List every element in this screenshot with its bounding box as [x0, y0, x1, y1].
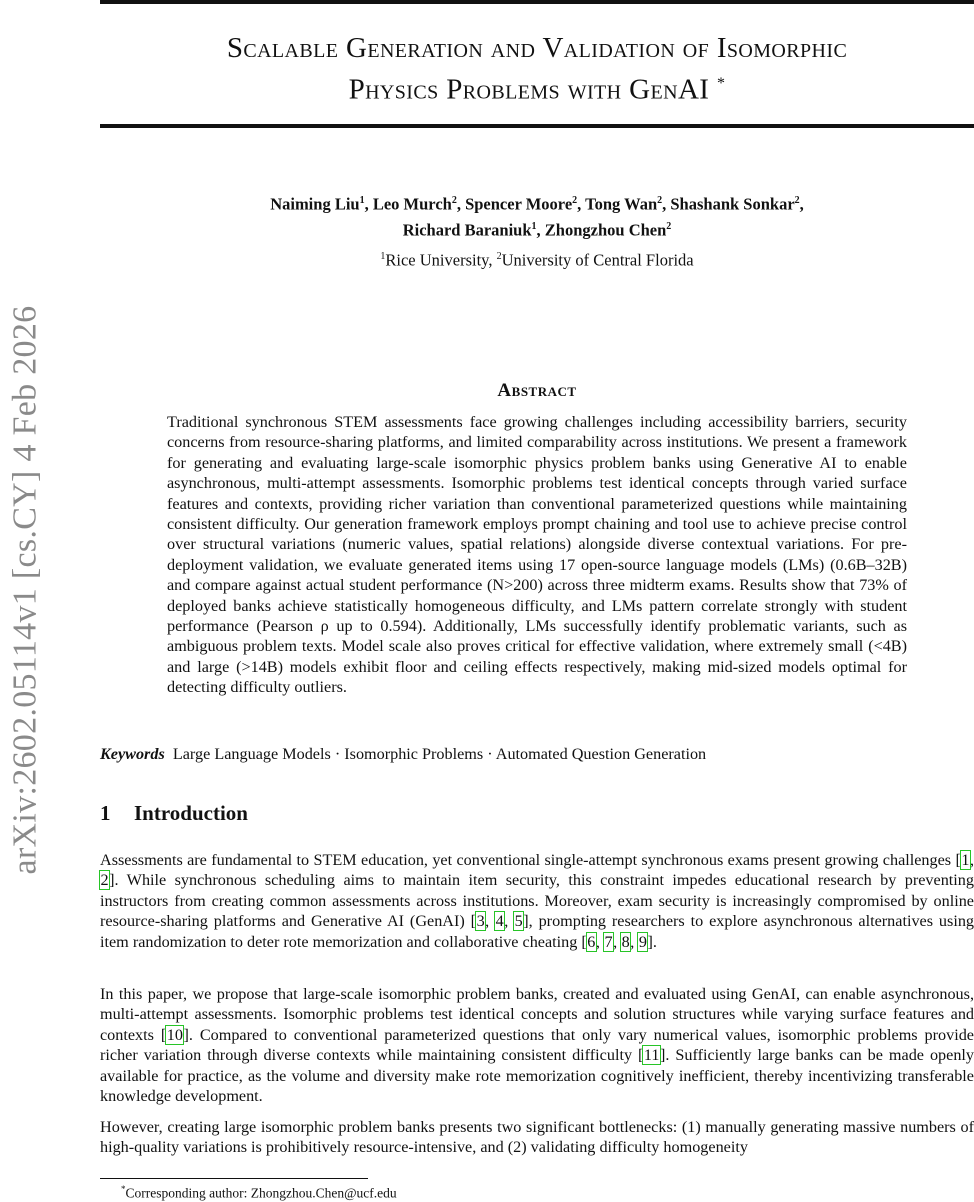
paragraph-text: However, creating large isomorphic problem banks presents two significant bottlenecks: (1) manually generating massive numbers of high-quality variations is prohibitively resource-intensive, and (2) validating difficulty homogeneity: [100, 1118, 974, 1157]
author-line-1: [100, 190, 974, 216]
paragraph-text: ], prompting researchers to explore asynchronous alternatives using item randomization to deter rote memorization and collaborative cheating [: [100, 912, 974, 951]
paragraph-text: ,: [485, 912, 496, 931]
paragraph-text: ,: [613, 932, 622, 951]
section-number: 1: [100, 801, 111, 825]
author-name: Spencer Moore: [465, 194, 573, 214]
footnote-rule: [100, 1178, 368, 1179]
author-name: Leo Murch: [372, 194, 452, 214]
keywords-label: Keywords: [100, 745, 165, 763]
paragraph-text: ,: [969, 851, 974, 869]
author-affiliation-mark: 2: [451, 195, 457, 206]
keywords: [100, 744, 974, 764]
paragraph-text: ]. While synchronous scheduling aims to maintain item security, this constraint impedes educational research by preventing instructors from creating common assessments across institutions. Moreover, exam security is increasingly compromised by online resource-sharing platforms and Generative AI (GenAI) [: [100, 871, 974, 931]
citation-link[interactable]: 11: [643, 1046, 660, 1065]
paragraph-text: ]. Sufficiently large banks can be made openly available for practice, as the volume and diversity make rote memorization cognitively inefficient, thereby incentivizing transferable knowledge development.: [100, 1046, 974, 1106]
citation-link[interactable]: 8: [621, 932, 630, 951]
paragraph-text: In this paper, we propose that large-scale isomorphic problem banks, created and evaluated using GenAI, can enable asynchronous, multi-attempt assessments. Isomorphic problems test identical concepts and solution structures while varying surface features and contexts [: [100, 985, 974, 1044]
section-title: Introduction: [134, 801, 248, 825]
author-separator: ,: [799, 194, 804, 214]
author-affiliation-mark: 2: [794, 195, 800, 206]
footnote-mark: *: [121, 1184, 126, 1194]
footnote: [121, 1181, 397, 1202]
citation-link[interactable]: 1: [961, 851, 970, 869]
author-separator: ,: [364, 194, 373, 214]
author-name: Naiming Liu: [270, 194, 360, 214]
author-name: Shashank Sonkar: [670, 194, 795, 214]
author-separator: ,: [577, 194, 586, 214]
affiliation-name: Rice University: [385, 250, 489, 270]
citation-link[interactable]: 7: [604, 932, 613, 951]
intro-paragraph-3: [100, 1117, 974, 1158]
abstract-heading: Abstract: [497, 380, 577, 401]
footnote-text: Corresponding author: Zhongzhou.Chen@ucf.edu: [125, 1185, 397, 1201]
title-line-2: Physics Problems with GenAI *: [348, 73, 726, 106]
title-footnote-mark[interactable]: *: [717, 75, 726, 92]
citation-link[interactable]: 9: [638, 932, 647, 951]
author-separator: ,: [536, 220, 545, 239]
author-line-2: [100, 216, 974, 242]
intro-paragraph-1: [100, 850, 974, 952]
arxiv-identifier-stamp: [0, 270, 50, 910]
author-affiliation-mark: 1: [359, 195, 365, 206]
citation-link[interactable]: 6: [587, 932, 596, 951]
arxiv-id: arXiv:2602.05114v1 [cs.CY] 4 Feb 2026: [6, 305, 43, 875]
title-line-1: Scalable Generation and Validation of Isomorphic: [226, 32, 848, 64]
author-affiliation-mark: 1: [531, 220, 537, 232]
paragraph-text: ,: [504, 912, 515, 931]
author-name: Richard Baraniuk: [402, 220, 532, 239]
citation-link[interactable]: 4: [495, 912, 504, 931]
section-heading: [100, 800, 974, 826]
author-affiliation-mark: 2: [666, 220, 672, 232]
abstract-text: Traditional synchronous STEM assessments face growing challenges including accessibility barriers, security concerns from resource-sharing platforms, and limited comparability across institutions. We present a framework for generating and evaluating large-scale isomorphic physics problem banks using Generative AI to enable asynchronous, multi-attempt assessments. Isomorphic problems test identical concepts through varied surface features and contexts, providing richer variation than conventional parameterized questions while maintaining consistent difficulty. Our generation framework employs prompt chaining and tool use to achieve precise control over structural variations (numeric values, spatial relations) alongside diverse contextual variations. For pre-deployment validation, we evaluate generated items using 17 open-source language models (LMs) (0.6B–32B) and compare against actual student performance (N>200) across three midterm exams. Results show that 73% of deployed banks achieve statistically homogeneous difficulty, and LMs pattern correlate strongly with student performance (Pearson ρ up to 0.594). Additionally, LMs successfully identify problematic variants, such as ambiguous problem texts. Model scale also proves critical for effective validation, where extremely small (<4B) and large (>14B) models exhibit floor and ceiling effects respectively, making mid-sized models optimal for detecting difficulty outliers.: [167, 413, 907, 697]
author-separator: ,: [662, 194, 671, 214]
affiliation-name: University of Central Florida: [501, 250, 694, 270]
paper-title: [100, 30, 974, 108]
author-affiliation-mark: 2: [657, 195, 663, 206]
intro-paragraph-2: [100, 984, 974, 1106]
paragraph-text: ,: [595, 932, 604, 951]
author-name: Tong Wan: [585, 194, 658, 214]
paragraph-text: ]. Compared to conventional parameterized questions that only vary numerical values, isomorphic problems provide richer variation through diverse contexts while maintaining consistent difficulty [: [100, 1025, 974, 1065]
affiliation-mark: 2: [496, 251, 502, 262]
affiliations: [100, 246, 974, 272]
affiliation-separator: ,: [488, 250, 497, 270]
author-affiliation-mark: 2: [572, 195, 578, 206]
affiliation-mark: 1: [380, 251, 386, 262]
paragraph-text: ].: [647, 932, 657, 951]
title-top-rule: [100, 0, 974, 4]
author-list: [100, 190, 974, 241]
citation-link[interactable]: 5: [514, 912, 523, 931]
author-name: Zhongzhou Chen: [544, 220, 667, 239]
citation-link[interactable]: 3: [476, 912, 485, 931]
paragraph-text: ,: [630, 932, 639, 951]
citation-link[interactable]: 10: [166, 1025, 183, 1044]
author-separator: ,: [456, 194, 466, 214]
title-bottom-rule: [100, 124, 974, 128]
paragraph-text: Assessments are fundamental to STEM education, yet conventional single-attempt synchronous exams present growing challenges [: [100, 851, 961, 869]
citation-link[interactable]: 2: [100, 871, 109, 890]
keywords-items: Large Language Models · Isomorphic Problems · Automated Question Generation: [172, 745, 707, 763]
